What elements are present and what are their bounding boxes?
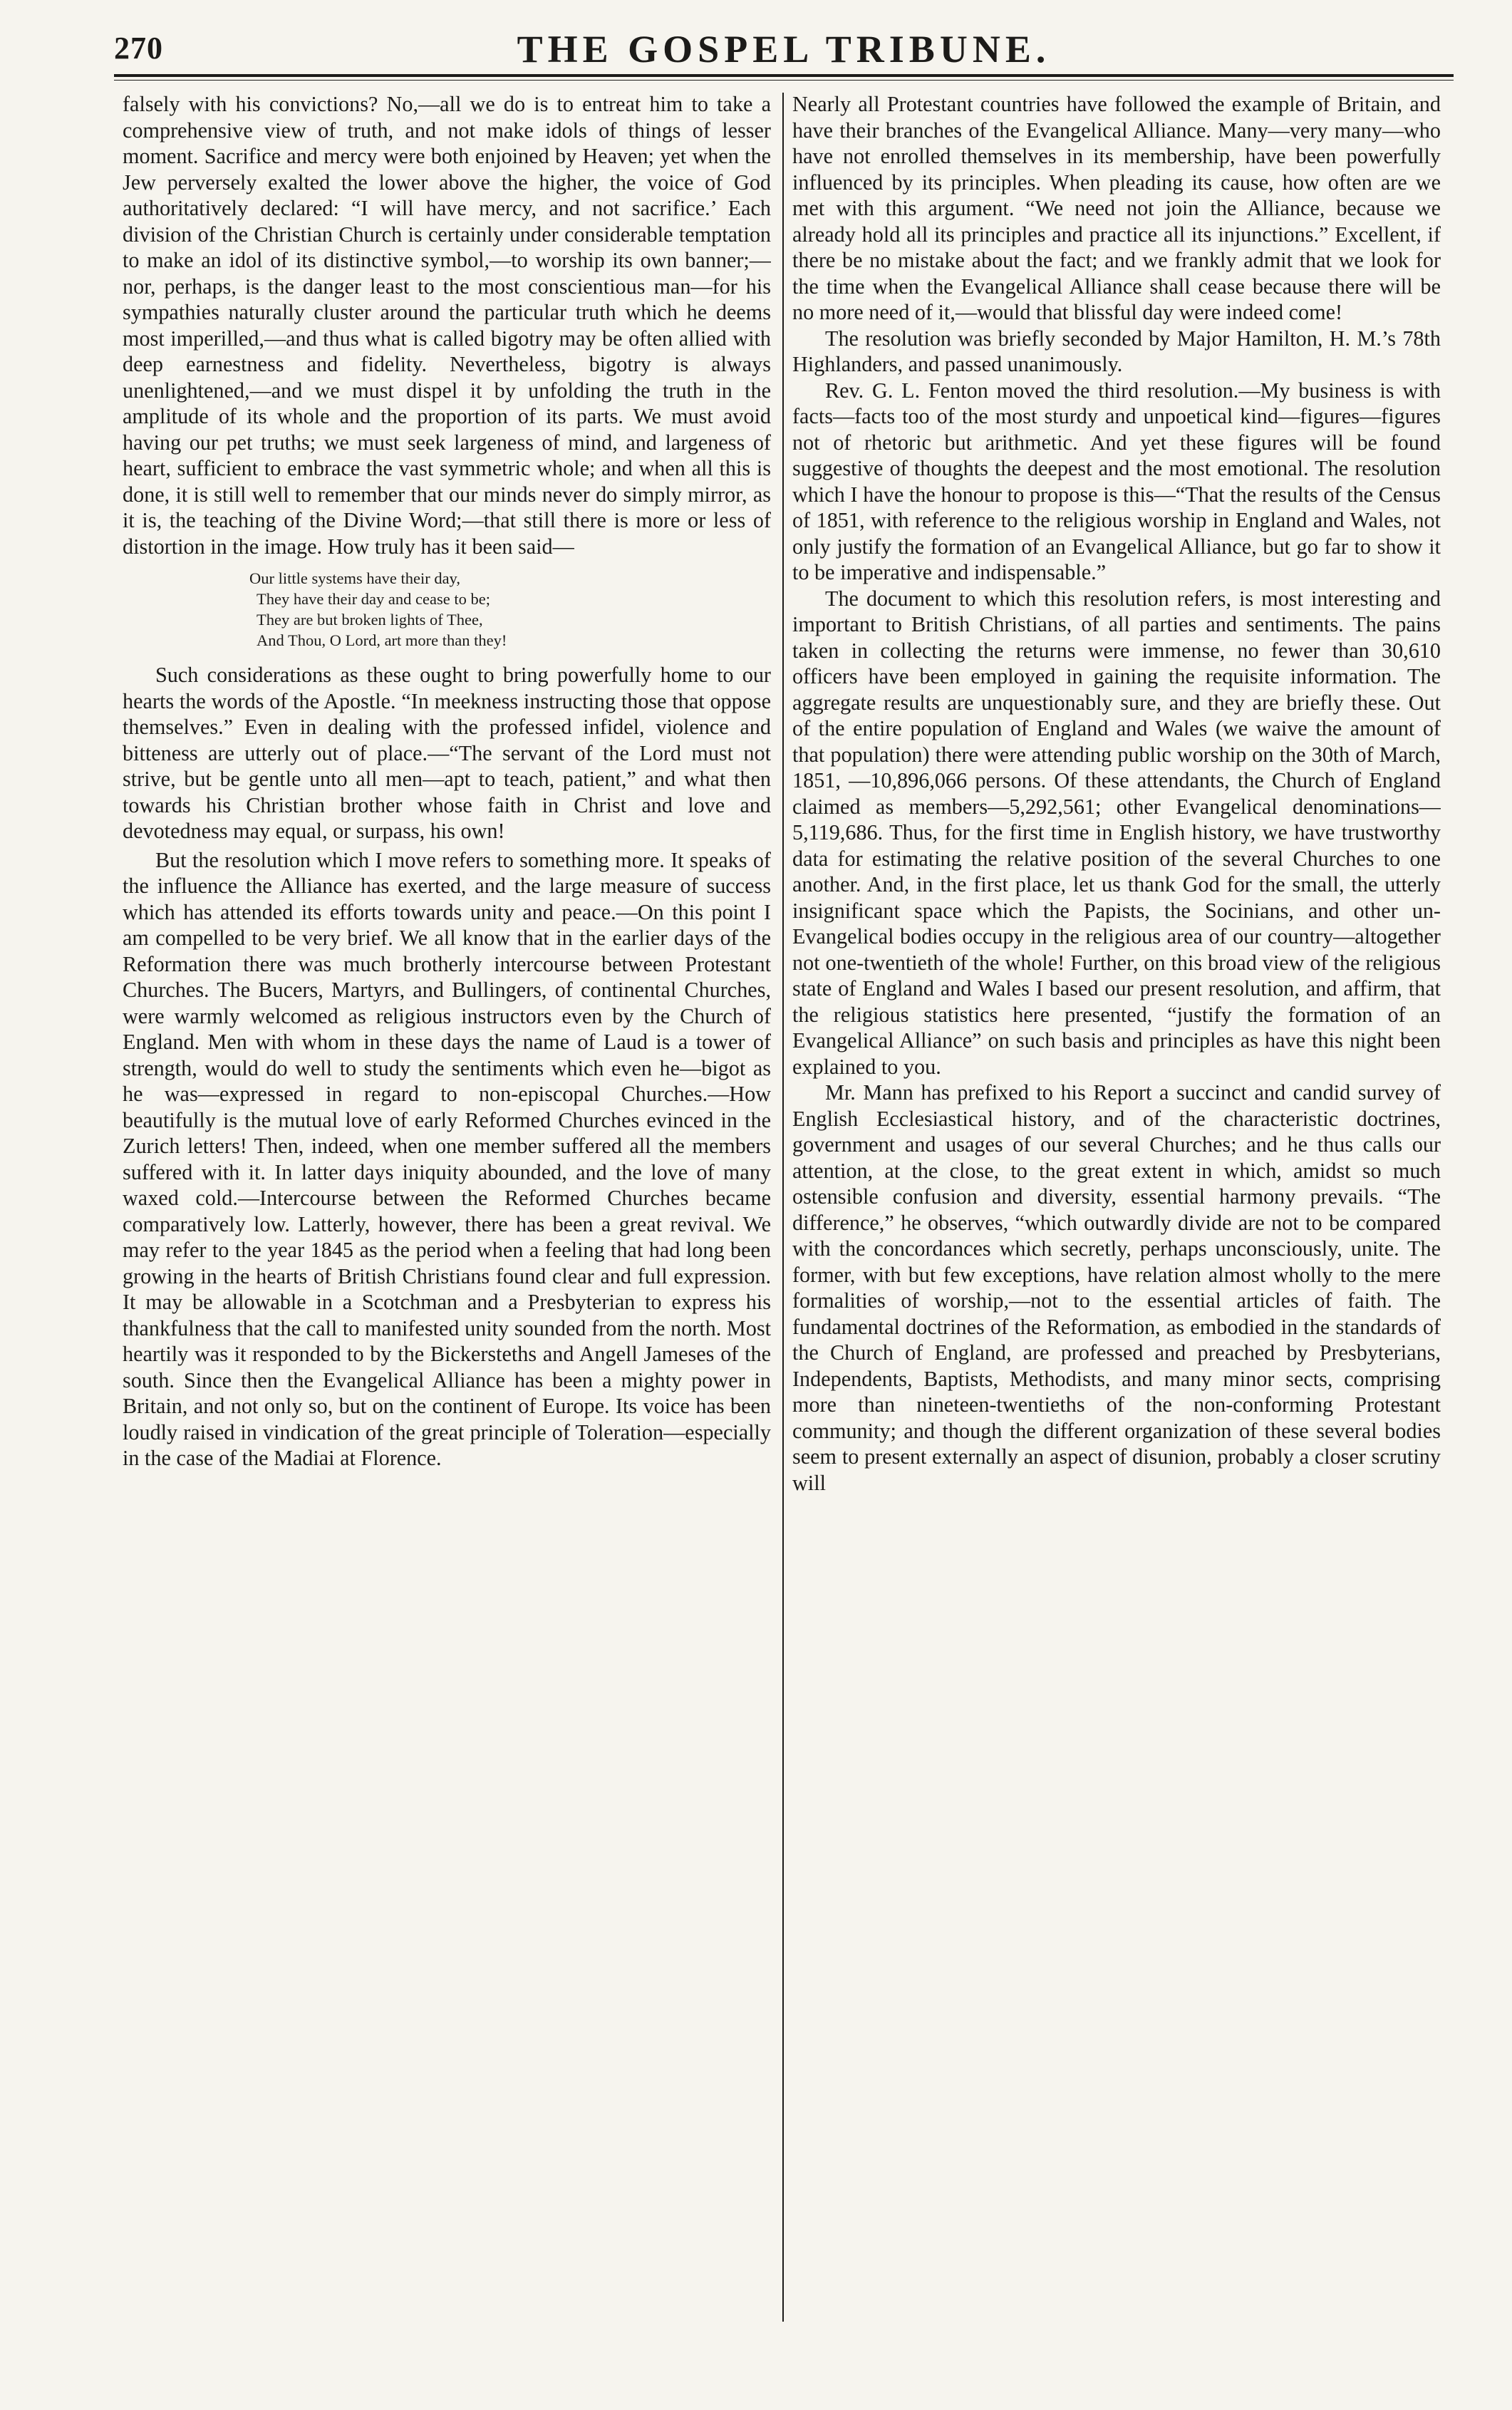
- left-paragraph-2: Such considerations as these ought to bring powerfully home to our hearts the words of the Apostle. “In meekness instructing those that oppose themselves.” Even in dealing with the professed infidel, violence and bitteness are utterly out of place.—“The servant of the Lord must not strive, but be gentle unto all men—apt to teach, patient,” and what then towards his Christian brother whose faith in Christ and love and devotedness may equal, or surpass, his own!: [123, 663, 771, 843]
- left-paragraph-1: falsely with his convictions? No,—all we do is to entreat him to take a comprehensive view of truth, and not make idols of things of lesser moment. Sacrifice and mercy were both enjoined by Heaven; yet when the Jew perversely exalted the lower above the higher, the voice of God authoritatively declared: “I will have mercy, and not sacrifice.’ Each division of the Christian Church is certainly under considerable temptation to make an idol of its distinctive symbol,—to worship its own banner;—nor, perhaps, is the danger least to the most conscientious man—for his sympathies naturally cluster around the particular truth which he deems most imperilled,—and thus what is called bigotry may be often allied with deep earnestness and fidelity. Nevertheless, bigotry is always unenlightened,—and we must dispel it by unfolding the truth in the amplitude of its whole and the proportion of its parts. We must avoid having our pet truths; we must seek largeness of mind, and largeness of heart, sufficient to embrace the vast symmetric whole; and when all this is done, it is still well to remember that our minds never do simply mirror, as it is, the teaching of the Divine Word;—that still there is more or less of distortion in the image. How truly has it been said—: [123, 92, 771, 559]
- right-paragraph-4: The document to which this resolution refers, is most interesting and important to British Christians, of all parties and sentiments. The pains taken in collecting the returns were immense, no fewer than 30,610 officers have been employed in gaining the requisite information. The aggregate results are unquestionably sure, and they are briefly these. Out of the entire population of England and Wales (we waive the amount of that population) there were attending public worship on the 30th of March, 1851, —10,896,066 persons. Of these attendants, the Church of England claimed as members—5,292,561; other Evangelical denominations—5,119,686. Thus, for the first time in English history, we have trustworthy data for estimating the relative position of the several Churches to one another. And, in the first place, let us thank God for the small, the utterly insignificant space which the Papists, the Socinians, and other un-Evangelical bodies occupy in the religious area of our country—altogether not one-twentieth of the whole! Further, on this broad view of the religious state of England and Wales I based our present resolution, and affirm, that the religious statistics here presented, “justify the formation of an Evangelical Alliance” on such basis and principles as have this night been explained to you.: [792, 586, 1441, 1079]
- right-paragraph-1: Nearly all Protestant countries have followed the example of Britain, and have their branches of the Evangelical Alliance. Many—very many—who have not enrolled themselves in its membership, have been powerfully influenced by its principles. When pleading its cause, how often are we met with this argument. “We need not join the Alliance, because we already hold all its principles and practice all its injunctions.” Excellent, if there be no mistake about the fact; and we frankly admit that we look for the time when the Evangelical Alliance shall cease because there will be no more need of it,—would that blissful day were indeed come!: [792, 92, 1441, 324]
- left-paragraph-3: But the resolution which I move refers to something more. It speaks of the influence the Alliance has exerted, and the large measure of success which has attended its efforts towards unity and peace.—On this point I am compelled to be very brief. We all know that in the earlier days of the Reformation there was much brotherly intercourse between Protestant Churches. The Bucers, Martyrs, and Bullingers, of continental Churches, were warmly welcomed as religious instructors even by the Church of England. Men with whom in these days the name of Laud is a tower of strength, would do well to study the sentiments which even he—bigot as he was—expressed in regard to non-episcopal Churches.—How beautifully is the mutual love of early Reformed Churches evinced in the Zurich letters! Then, indeed, when one member suffered all the members suffered with it. In latter days iniquity abounded, and the love of many waxed cold.—Intercourse between the Reformed Churches became comparatively low. Latterly, however, there has been a great revival. We may refer to the year 1845 as the period when a feeling that had long been growing in the hearts of British Christians found clear and full expression. It may be allowable in a Scotchman and a Presbyterian to express his thankfulness that the call to manifested unity sounded from the north. Most heartily was it responded to by the Bickersteths and Angell Jameses of the south. Since then the Evangelical Alliance has been a mighty power in Britain, and not only so, but on the continent of Europe. Its voice has been loudly raised in vindication of the great principle of Toleration—especially in the case of the Madiai at Florence.: [123, 847, 771, 1470]
- right-paragraph-5: Mr. Mann has prefixed to his Report a succinct and candid survey of English Ecclesiastical history, and of the characteristic doctrines, government and usages of our several Churches; and he thus calls our attention, at the close, to the great extent in which, amidst so much ostensible confusion and diversity, essential harmony prevails. “The difference,” he observes, “which outwardly divide are not to be compared with the concordances which secretly, perhaps unconsciously, unite. The former, with but few exceptions, have relation almost wholly to the mere formalities of worship,—not to the essential articles of faith. The fundamental doctrines of the Reformation, as embodied in the standards of the Church of England, are professed and preached by Presbyterians, Independents, Baptists, Methodists, and many minor sects, comprising more than nineteen-twentieths of the non-conforming Protestant community; and though the different organization of these several bodies seem to present externally an aspect of disunion, probably a closer scrutiny will: [792, 1080, 1441, 1495]
- header-rule-thin: [114, 80, 1454, 81]
- right-paragraph-2: The resolution was briefly seconded by Major Hamilton, H. M.’s 78th Highlanders, and passed unanimously.: [792, 326, 1441, 376]
- left-column: [123, 91, 771, 2322]
- running-title: THE GOSPEL TRIBUNE.: [517, 28, 1051, 71]
- column-divider: [782, 93, 784, 2322]
- poem-line-3: They are but broken lights of Thee,: [257, 611, 483, 629]
- page-header: [114, 20, 1454, 88]
- poem-line-2: They have their day and cease to be;: [257, 590, 490, 608]
- right-column: [792, 91, 1441, 2322]
- poem-line-4: And Thou, O Lord, art more than they!: [257, 631, 507, 649]
- poem-quote: [123, 568, 771, 651]
- poem-line-1: Our little systems have their day,: [249, 569, 460, 587]
- right-paragraph-3: Rev. G. L. Fenton moved the third resolution.—My business is with facts—facts too of the most sturdy and unpoetical kind—figures—figures not of rhetoric but arithmetic. And yet these figures will be found suggestive of thoughts the deepest and the most emotional. The resolution which I have the honour to propose is this—“That the results of the Census of 1851, with reference to the religious worship in England and Wales, not only justify the formation of an Evangelical Alliance, but go far to show it to be imperative and indispensable.”: [792, 378, 1441, 584]
- header-rule: [114, 74, 1454, 77]
- page-number: 270: [114, 31, 163, 66]
